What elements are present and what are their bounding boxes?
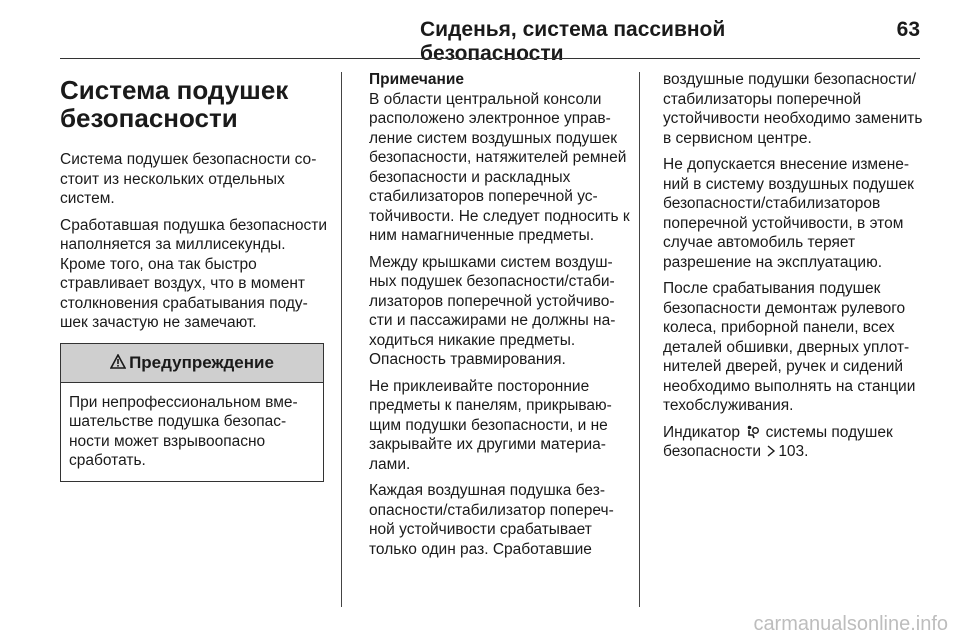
reference-page[interactable]: 103. <box>778 443 809 460</box>
header-rule <box>60 58 920 59</box>
warning-header <box>61 344 323 383</box>
page-number: 63 <box>896 18 920 41</box>
paragraph: Не приклеивайте посторонние предметы к панелям, прикрывающим подушки безопасности, и не закрывайте их другими материалами. <box>369 377 612 473</box>
section-title-line1: Система подушек <box>60 75 289 105</box>
column-2 <box>369 70 631 566</box>
column-divider-2 <box>639 72 640 607</box>
section-title <box>60 76 328 132</box>
section-title-line2: безопасности <box>60 103 238 133</box>
indicator-text: Индикатор <box>663 423 740 441</box>
paragraph: После срабатывания подушек безопасности демонтаж рулевого колеса, приборной панели, всех деталей обшивки, дверных уплотнителей дверей, ручек и сидений необходимо выполнять на станции техобслуживания. <box>663 280 916 414</box>
indicator-paragraph <box>663 423 925 463</box>
note-title: Примечание <box>369 71 464 88</box>
warning-triangle-icon <box>110 345 126 383</box>
page-reference-icon <box>767 443 776 463</box>
paragraph: Сработавшая подушка безопасности наполняется за миллисекунды. Кроме того, она так быстро стравливает воздух, что в момент столкновения срабатывания подушек зачастую не замечают. <box>60 216 328 331</box>
warning-text: При непрофессиональном вмешательстве подушка безопасности может взрывоопасно сработать. <box>69 393 298 469</box>
indicator-text: системы подушек безопасности <box>663 423 893 460</box>
paragraph: В области центральной консоли расположено электронное управление систем воздушных подушек безопасности, натяжителей ремней безопасности и раскладных стабилизаторов поперечной устойчивости. Не следует подносить к ним намагниченные предметы. <box>369 90 630 244</box>
header-title: Сиденья, система пассивной безопасности <box>420 18 726 65</box>
column-1 <box>60 70 328 482</box>
column-3 <box>663 70 925 470</box>
warning-title: Предупреждение <box>129 352 274 372</box>
paragraph: Система подушек безопасности состоит из нескольких отдельных систем. <box>60 151 317 207</box>
paragraph: Между крышками систем воздушных подушек безопасности/стабилизаторов поперечной устойчивости и пассажирами не должны находиться никакие предметы. Опасность травмирования. <box>369 253 616 368</box>
paragraph: Не допускается внесение изменений в систему воздушных подушек безопасности/стабилизаторов поперечной устойчивости, в этом случае автомобиль теряет разрешение на эксплуатацию. <box>663 156 914 271</box>
column-divider-1 <box>341 72 342 607</box>
warning-box <box>60 343 324 482</box>
watermark: carmanualsonline.info <box>753 613 948 635</box>
paragraph: Каждая воздушная подушка безопасности/стабилизатор поперечной устойчивости срабатывает только один раз. Сработавшие <box>369 482 614 558</box>
paragraph: воздушные подушки безопасности/стабилизаторы поперечной устойчивости необходимо заменить в сервисном центре. <box>663 71 923 147</box>
airbag-indicator-icon <box>746 423 759 443</box>
